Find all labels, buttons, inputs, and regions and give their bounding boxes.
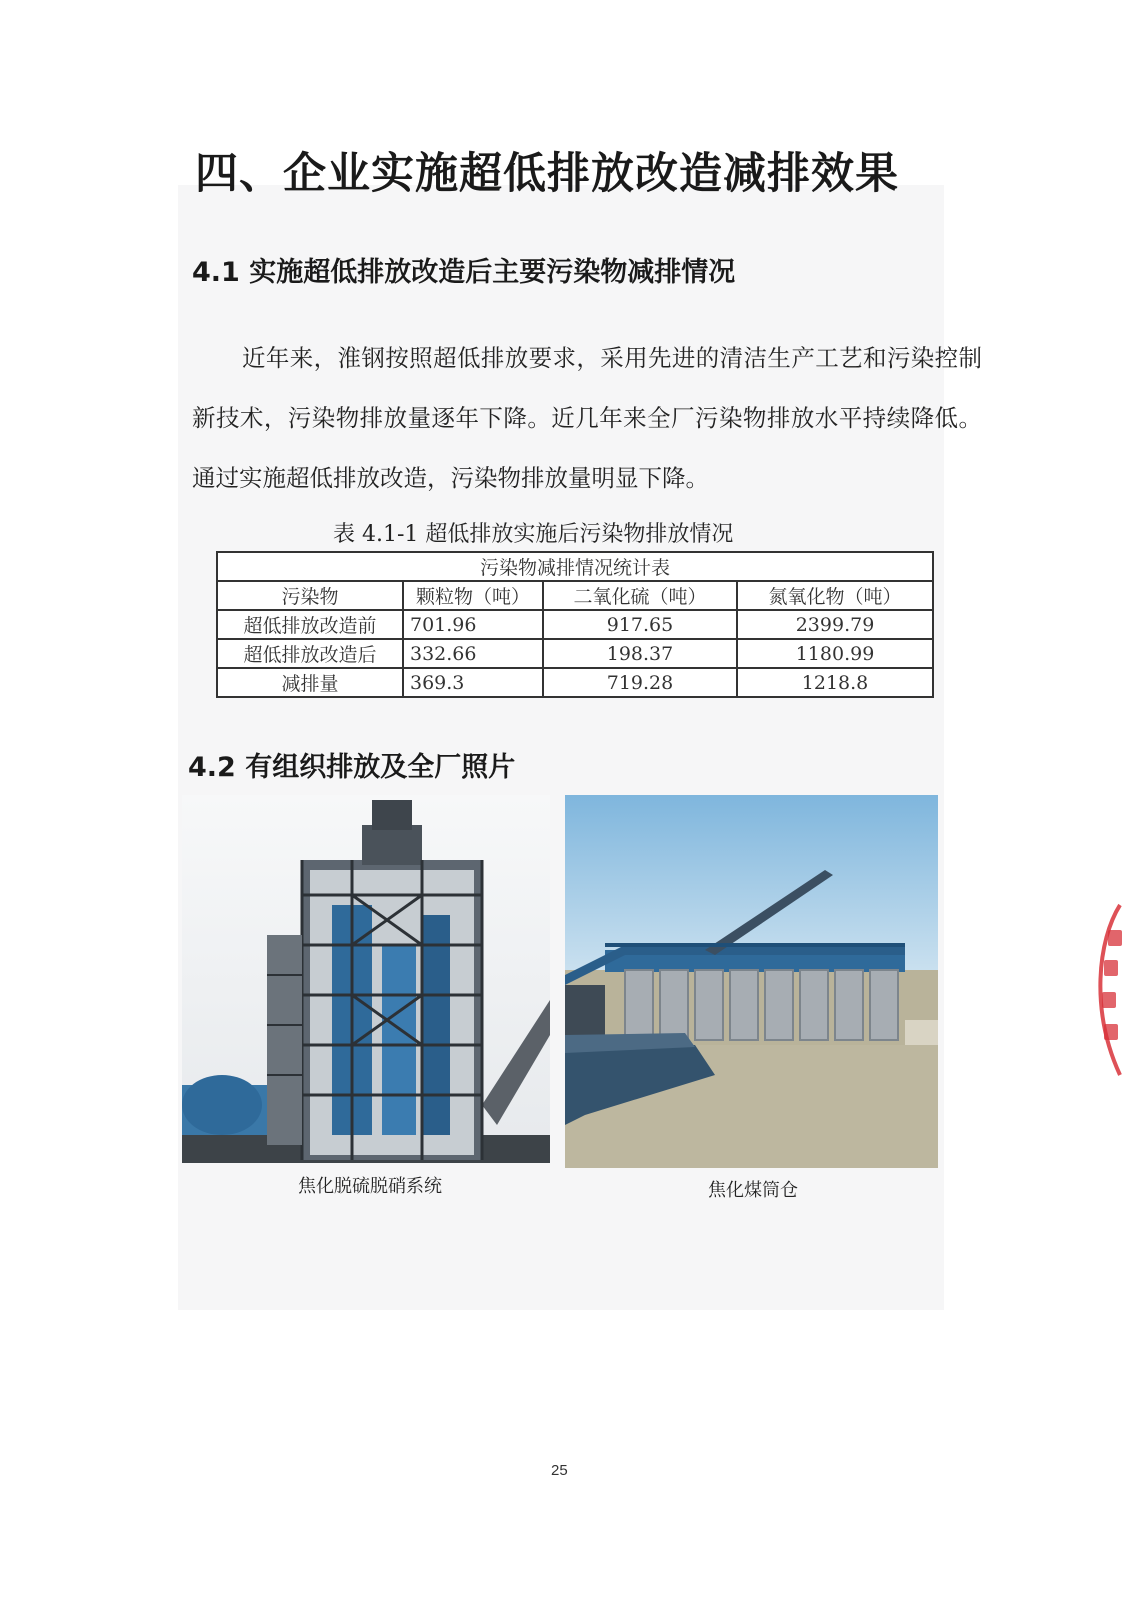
photo-caption-tower: 焦化脱硫脱硝系统 <box>298 1176 442 1197</box>
header-pollutant: 污染物 <box>217 581 403 610</box>
cell-so2: 198.37 <box>543 639 737 668</box>
row-label: 超低排放改造后 <box>217 639 403 668</box>
header-so2: 二氧化硫（吨） <box>543 581 737 610</box>
cell-particulate: 369.3 <box>403 668 543 697</box>
table-row <box>217 610 933 639</box>
row-label: 超低排放改造前 <box>217 610 403 639</box>
page-number: 25 <box>551 1462 568 1479</box>
section-4-1-title: 4.1 实施超低排放改造后主要污染物减排情况 <box>192 257 736 288</box>
coal-silo-photo <box>565 795 938 1168</box>
row-label: 减排量 <box>217 668 403 697</box>
cell-nox: 1180.99 <box>737 639 933 668</box>
table-row <box>217 639 933 668</box>
cell-particulate: 701.96 <box>403 610 543 639</box>
header-particulate: 颗粒物（吨） <box>403 581 543 610</box>
cell-particulate: 332.66 <box>403 639 543 668</box>
cell-so2: 719.28 <box>543 668 737 697</box>
table-title: 污染物减排情况统计表 <box>217 552 933 581</box>
table-title-row <box>217 552 933 581</box>
table-caption: 表 4.1-1 超低排放实施后污染物排放情况 <box>333 522 734 547</box>
header-nox: 氮氧化物（吨） <box>737 581 933 610</box>
table-header-row <box>217 581 933 610</box>
desulfurization-tower-photo <box>182 795 550 1163</box>
cell-so2: 917.65 <box>543 610 737 639</box>
photo-caption-silo: 焦化煤筒仓 <box>708 1180 798 1201</box>
emission-table <box>216 551 934 698</box>
section-4-2-title: 4.2 有组织排放及全厂照片 <box>188 752 516 783</box>
page-heading: 四、企业实施超低排放改造减排效果 <box>195 149 899 199</box>
cell-nox: 2399.79 <box>737 610 933 639</box>
table-row <box>217 668 933 697</box>
cell-nox: 1218.8 <box>737 668 933 697</box>
body-paragraph: 近年来，淮钢按照超低排放要求，采用先进的清洁生产工艺和污染控制新技术，污染物排放量逐年下降。近几年来全厂污染物排放水平持续降低。通过实施超低排放改造，污染物排放量明显下降。 <box>192 344 982 492</box>
seal-stamp <box>1080 900 1131 1080</box>
